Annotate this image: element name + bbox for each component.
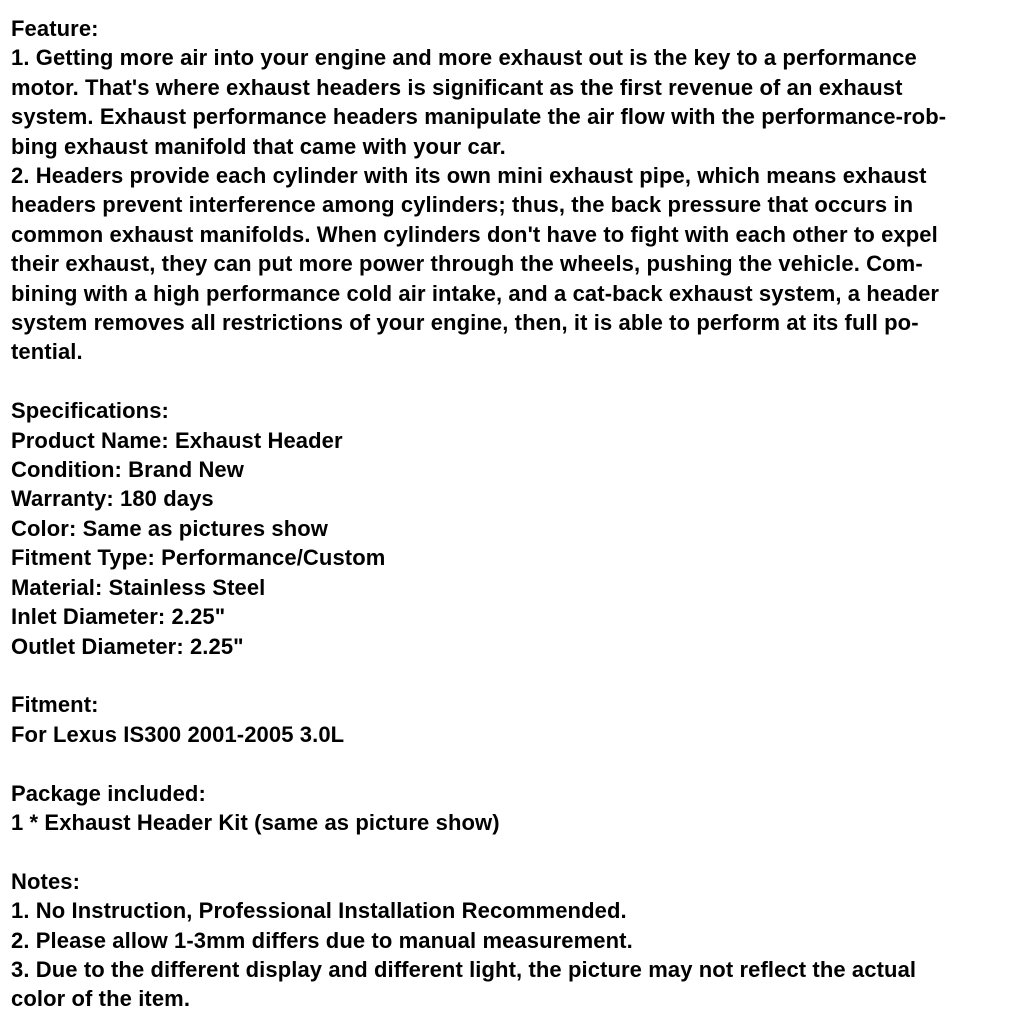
text-line: 3. Due to the different display and different light, the picture may not reflect the actual xyxy=(11,956,917,982)
text-line: tential. xyxy=(11,339,83,365)
section-fitment xyxy=(11,690,1016,749)
section-heading: Package included: xyxy=(11,780,206,806)
text-line: 2. Please allow 1-3mm differs due to manual measurement. xyxy=(11,927,633,953)
section-heading: Notes: xyxy=(11,868,81,894)
section-feature xyxy=(11,14,1016,367)
section-heading: Fitment: xyxy=(11,692,99,718)
text-line: their exhaust, they can put more power through the wheels, pushing the vehicle. Com- xyxy=(11,251,923,277)
section-package-included xyxy=(11,779,1016,838)
text-line: motor. That's where exhaust headers is significant as the first revenue of an exhaust xyxy=(11,74,903,100)
section-heading: Specifications: xyxy=(11,398,169,424)
text-line: Fitment Type: Performance/Custom xyxy=(11,545,386,571)
text-line: color of the item. xyxy=(11,986,191,1012)
text-line: common exhaust manifolds. When cylinders don't have to fight with each other to expel xyxy=(11,221,938,247)
section-specifications xyxy=(11,396,1016,661)
text-line: headers prevent interference among cylinders; thus, the back pressure that occurs in xyxy=(11,192,914,218)
text-line: Color: Same as pictures show xyxy=(11,515,328,541)
text-line: Inlet Diameter: 2.25" xyxy=(11,604,226,630)
text-line: 1 * Exhaust Header Kit (same as picture show) xyxy=(11,809,500,835)
text-line: bing exhaust manifold that came with your car. xyxy=(11,133,506,159)
text-line: Product Name: Exhaust Header xyxy=(11,427,343,453)
text-line: Outlet Diameter: 2.25" xyxy=(11,633,244,659)
text-line: bining with a high performance cold air intake, and a cat-back exhaust system, a header xyxy=(11,280,940,306)
section-notes xyxy=(11,867,1016,1014)
text-line: 2. Headers provide each cylinder with its own mini exhaust pipe, which means exhaust xyxy=(11,163,927,189)
text-line: system. Exhaust performance headers manipulate the air flow with the performance-rob- xyxy=(11,104,947,130)
text-line: Condition: Brand New xyxy=(11,457,244,483)
text-line: 1. No Instruction, Professional Installation Recommended. xyxy=(11,898,627,924)
text-line: Warranty: 180 days xyxy=(11,486,214,512)
section-heading: Feature: xyxy=(11,16,99,41)
text-line: 1. Getting more air into your engine and more exhaust out is the key to a performance xyxy=(11,45,917,71)
text-line: For Lexus IS300 2001-2005 3.0L xyxy=(11,721,345,747)
text-line: system removes all restrictions of your engine, then, it is able to perform at its full po- xyxy=(11,310,919,336)
text-line: Material: Stainless Steel xyxy=(11,574,266,600)
